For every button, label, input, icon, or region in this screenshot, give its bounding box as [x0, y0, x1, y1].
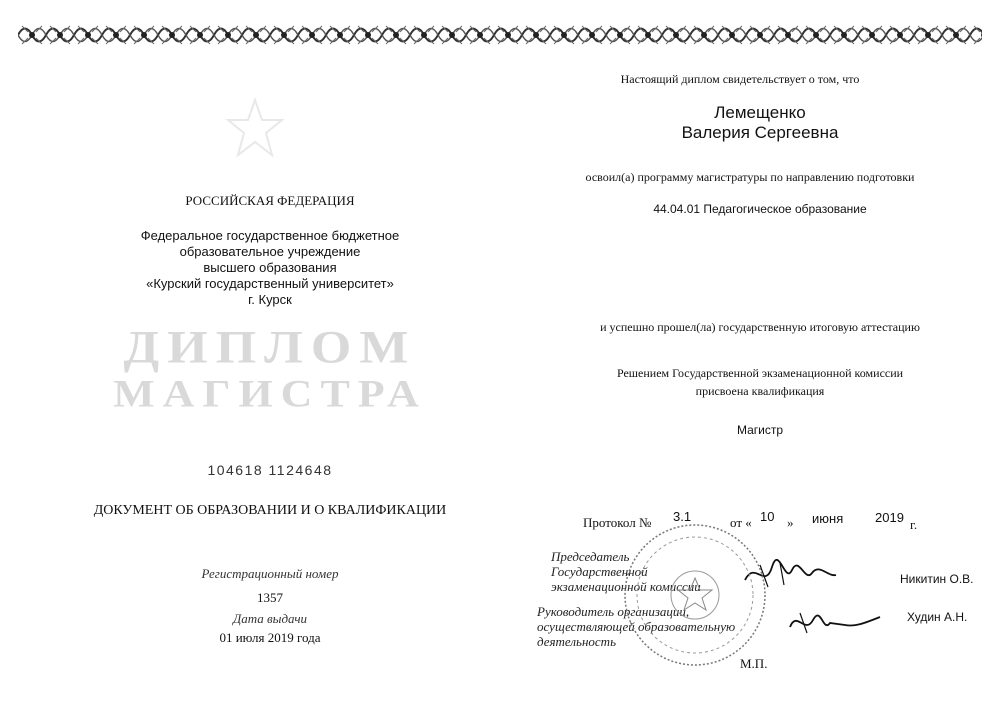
- graduate-surname: Лемещенко: [714, 103, 806, 122]
- reg-number: 1357: [257, 590, 283, 605]
- country-name: РОССИЙСКАЯ ФЕДЕРАЦИЯ: [185, 193, 355, 208]
- document-type: ДОКУМЕНТ ОБ ОБРАЗОВАНИИ И О КВАЛИФИКАЦИИ: [93, 503, 447, 518]
- institution-line: высшего образования: [203, 260, 337, 275]
- head-label-line: осуществляющей образовательную: [537, 619, 736, 634]
- graduate-name: Валерия Сергеевна: [681, 123, 839, 142]
- official-seal: [620, 520, 770, 670]
- ghost-title-master: МАГИСТРА: [113, 371, 427, 416]
- head-signature: [785, 605, 885, 640]
- qualification: Магистр: [736, 423, 784, 437]
- protocol-from: от «: [730, 515, 752, 530]
- institution-block: [110, 228, 430, 308]
- issue-date: 01 июля 2019 года: [219, 630, 321, 645]
- commission-text-1: Решением Государственной экзаменационной комиссии: [616, 366, 904, 380]
- institution-line: «Курский государственный университет»: [146, 276, 394, 291]
- chair-label-line: экзаменационной комиссии: [551, 579, 701, 594]
- ornament-border: [18, 22, 982, 48]
- institution-line: образовательное учреждение: [179, 244, 361, 259]
- head-label-line: деятельность: [537, 634, 616, 649]
- commission-text-2: присвоена квалификация: [695, 384, 825, 398]
- protocol-year-suffix: г.: [910, 517, 918, 532]
- seal-place: М.П.: [740, 656, 768, 671]
- attestation-text: и успешно прошел(ла) государственную итоговую аттестацию: [600, 320, 920, 334]
- intro-text: Настоящий диплом свидетельствует о том, что: [620, 72, 860, 86]
- protocol-number: 3.1: [673, 509, 692, 524]
- protocol-quote-close: »: [787, 515, 794, 530]
- ghost-title-diploma: ДИПЛОМ: [123, 321, 417, 374]
- protocol-month: июня: [812, 511, 844, 526]
- chair-name: Никитин О.В.: [900, 572, 974, 586]
- emblem-watermark: [220, 95, 290, 165]
- serial-number: 104618 1124648: [207, 462, 333, 478]
- institution-line: Федеральное государственное бюджетное: [140, 228, 400, 243]
- chair-label-line: Председатель: [551, 549, 630, 564]
- protocol-day: 10: [760, 509, 775, 524]
- head-name: Худин А.Н.: [907, 610, 968, 624]
- chair-label-line: Государственной: [551, 564, 648, 579]
- head-label-line: Руководитель организации,: [537, 604, 690, 619]
- issue-date-label: Дата выдачи: [232, 611, 308, 626]
- institution-line: г. Курск: [248, 292, 292, 307]
- reg-number-label: Регистрационный номер: [201, 566, 339, 581]
- program-text: освоил(а) программу магистратуры по направлению подготовки: [585, 170, 915, 184]
- protocol-year: 2019: [875, 510, 904, 525]
- protocol-label: Протокол №: [583, 515, 652, 530]
- program-name: 44.04.01 Педагогическое образование: [653, 202, 867, 216]
